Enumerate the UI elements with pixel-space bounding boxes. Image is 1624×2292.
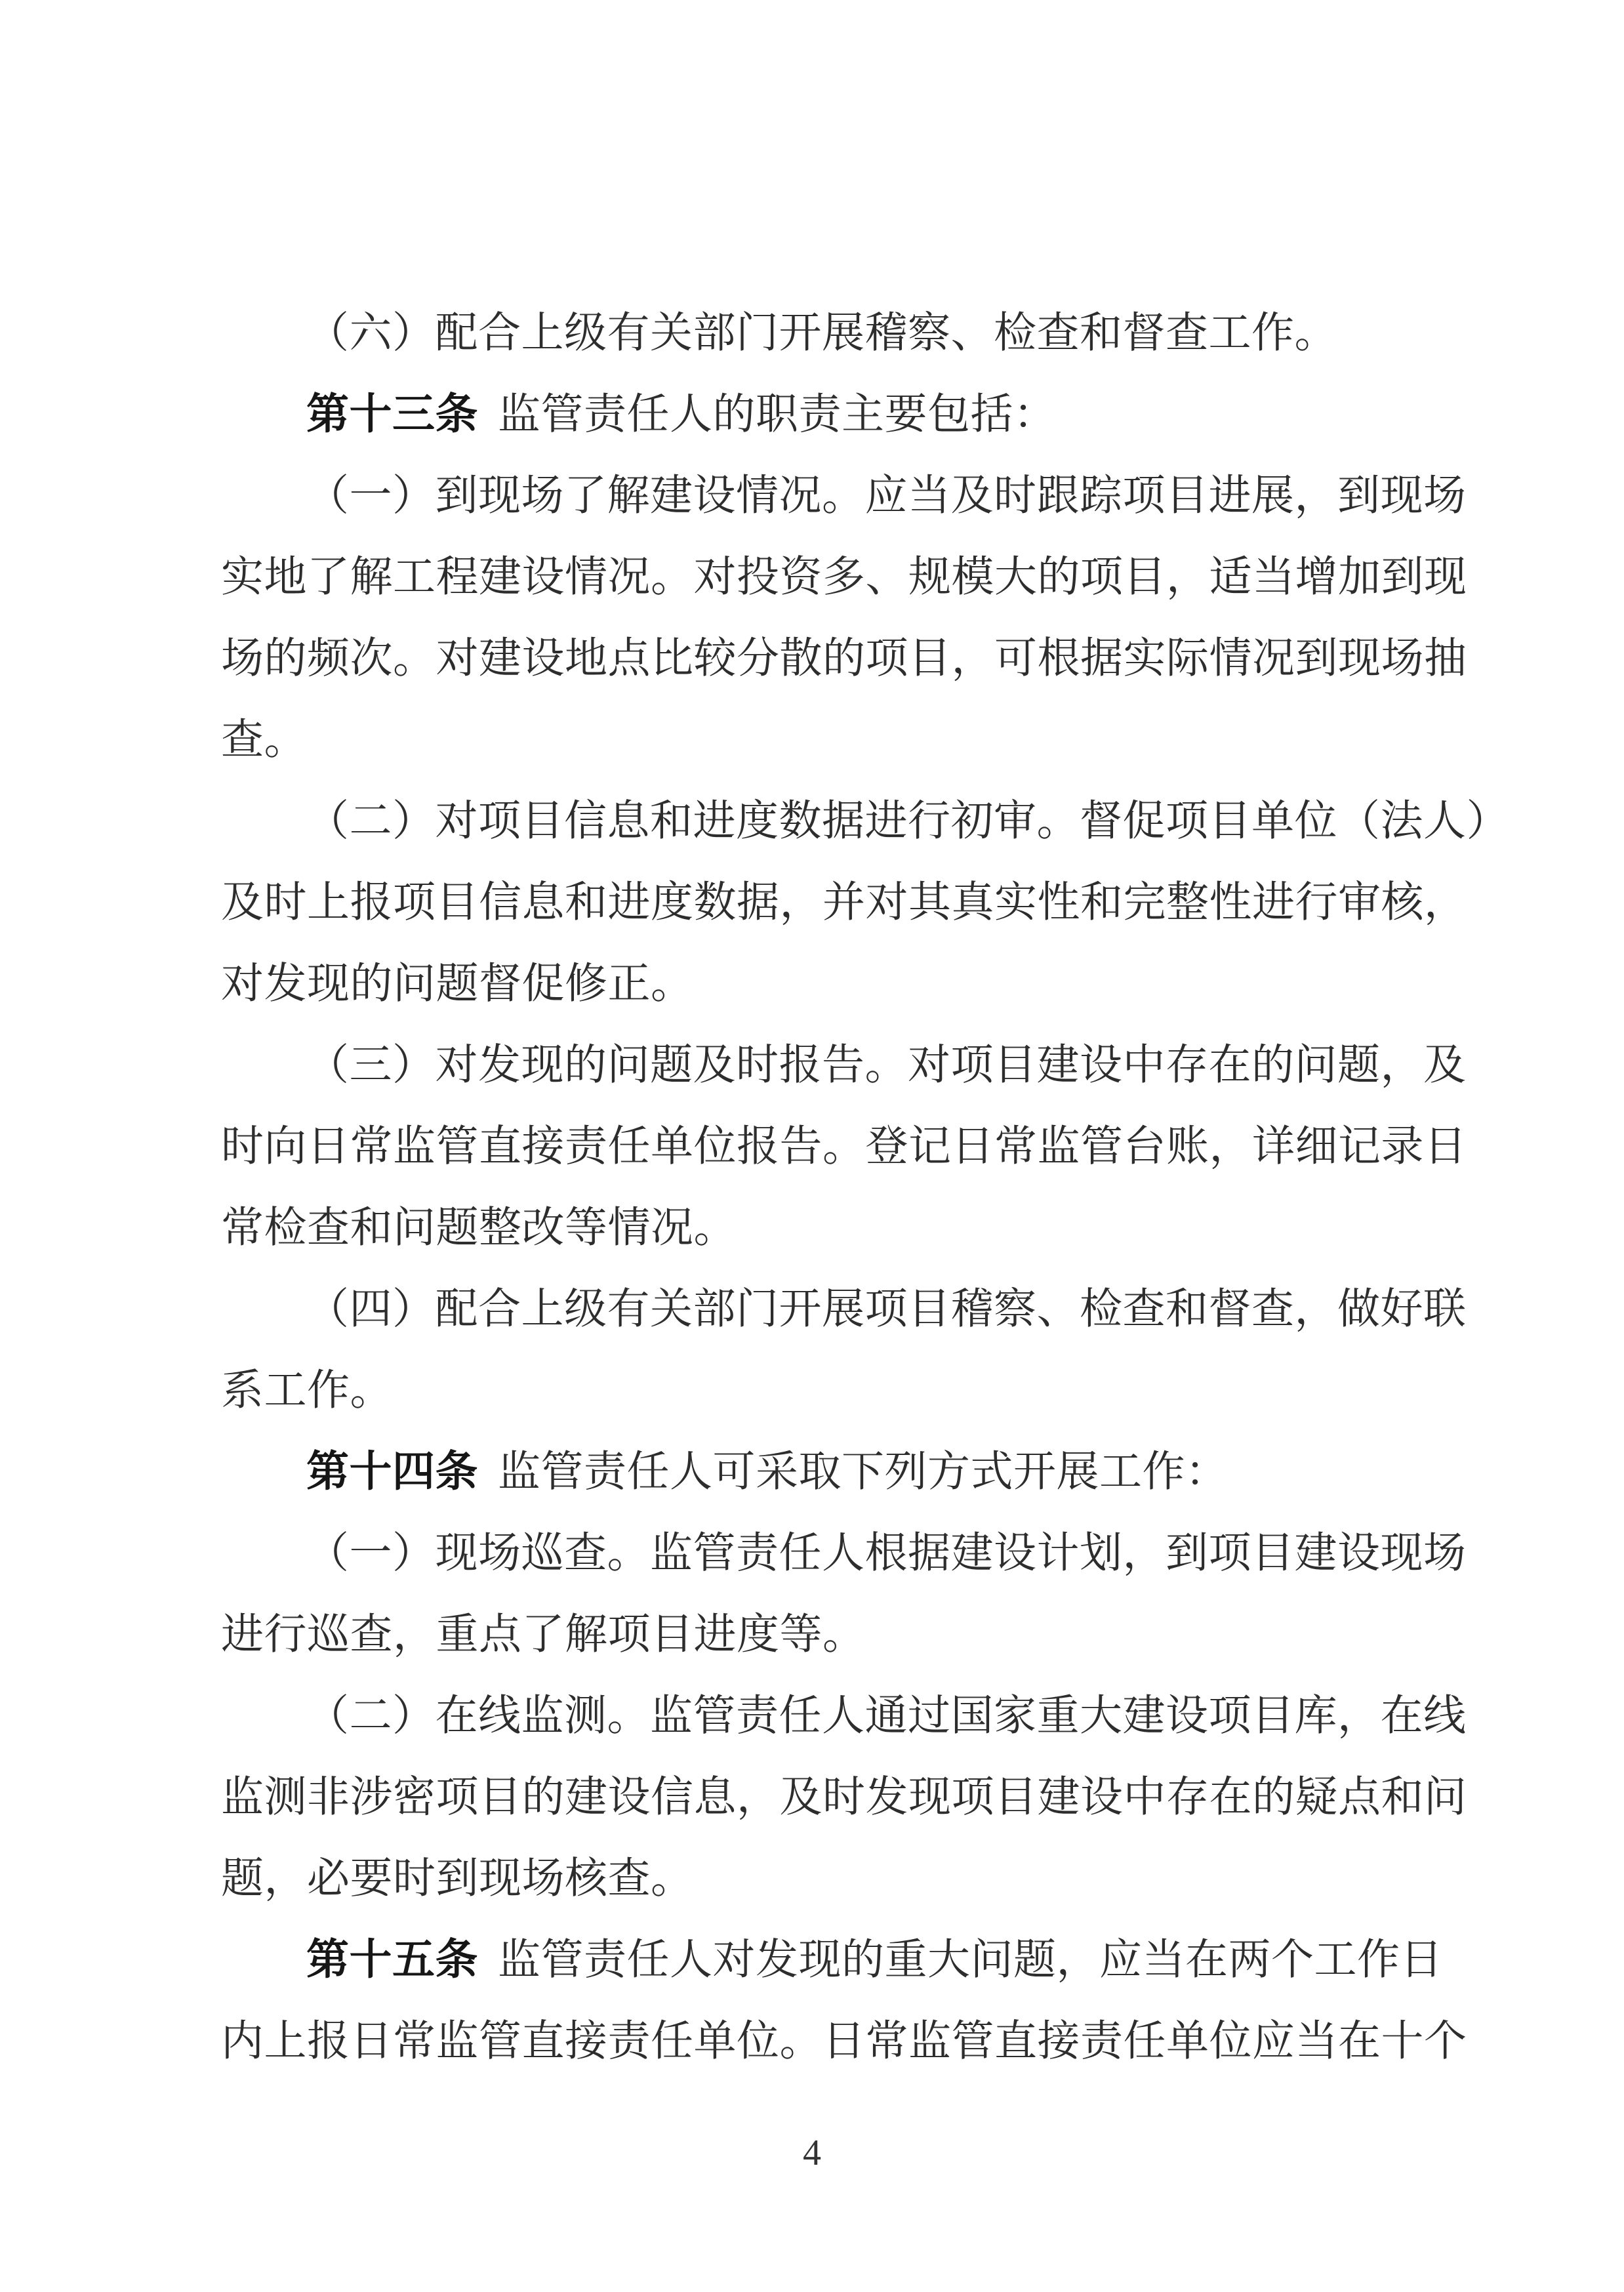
line-text: （一）现场巡查。监管责任人根据建设计划，到项目建设现场 [306, 1530, 1467, 1577]
text-line [221, 537, 1467, 618]
page-number: 4 [803, 2133, 821, 2173]
line-text: 监管责任人的职责主要包括： [498, 391, 1057, 438]
line-text: 监管责任人对发现的重大问题，应当在两个工作日 [498, 1936, 1444, 1984]
line-text: 内上报日常监管直接责任单位。日常监管直接责任单位应当在十个 [221, 2018, 1467, 2065]
text-line [221, 1919, 1444, 2001]
line-text: 对发现的问题督促修正。 [221, 960, 694, 1008]
text-line [221, 1838, 1428, 1919]
text-line [221, 1106, 1467, 1187]
article-number: 第十五条 [306, 1936, 479, 1984]
text-line [221, 455, 1467, 537]
text-line [221, 1187, 1428, 1269]
line-text: 常检查和问题整改等情况。 [221, 1204, 737, 1252]
line-text: 及时上报项目信息和进度数据，并对其真实性和完整性进行审核， [221, 879, 1467, 926]
text-line [221, 862, 1467, 943]
line-text: 查。 [221, 716, 308, 764]
text-line [221, 1675, 1467, 1757]
line-text: 时向日常监管直接责任单位报告。登记日常监管台账，详细记录日 [221, 1123, 1467, 1170]
line-text: （三）对发现的问题及时报告。对项目建设中存在的问题，及 [306, 1042, 1467, 1089]
text-line [221, 1513, 1467, 1594]
text-line [221, 374, 1428, 455]
line-text: 监管责任人可采取下列方式开展工作： [498, 1448, 1228, 1496]
line-text: 题，必要时到现场核查。 [221, 1855, 694, 1902]
article-number: 第十三条 [306, 391, 479, 438]
line-text: 场的频次。对建设地点比较分散的项目，可根据实际情况到现场抽 [221, 635, 1467, 682]
line-text: 实地了解工程建设情况。对投资多、规模大的项目，适当增加到现 [221, 554, 1467, 601]
line-text: 监测非涉密项目的建设信息，及时发现项目建设中存在的疑点和问 [221, 1774, 1467, 1821]
article-number: 第十四条 [306, 1448, 479, 1496]
line-text: （二）对项目信息和进度数据进行初审。督促项目单位（法人） [306, 798, 1510, 845]
line-text: （一）到现场了解建设情况。应当及时跟踪项目进展，到现场 [306, 472, 1467, 520]
text-line [221, 1431, 1428, 1513]
text-line [221, 618, 1467, 699]
text-line [221, 781, 1510, 862]
text-line [221, 1350, 1428, 1431]
page-footer [0, 2127, 1624, 2179]
text-line [221, 943, 1428, 1025]
text-line [221, 1269, 1467, 1350]
text-line [221, 293, 1428, 374]
text-line [221, 2001, 1467, 2082]
line-text: 进行巡查，重点了解项目进度等。 [221, 1611, 866, 1658]
text-line [221, 1757, 1467, 1838]
document-body [221, 293, 1510, 2082]
text-line [221, 1025, 1467, 1106]
line-text: （六）配合上级有关部门开展稽察、检查和督查工作。 [306, 310, 1338, 357]
text-line [221, 1594, 1428, 1675]
text-line [221, 699, 1428, 781]
line-text: （四）配合上级有关部门开展项目稽察、检查和督查，做好联 [306, 1286, 1467, 1333]
line-text: （二）在线监测。监管责任人通过国家重大建设项目库，在线 [306, 1692, 1467, 1740]
line-text: 系工作。 [221, 1367, 394, 1414]
